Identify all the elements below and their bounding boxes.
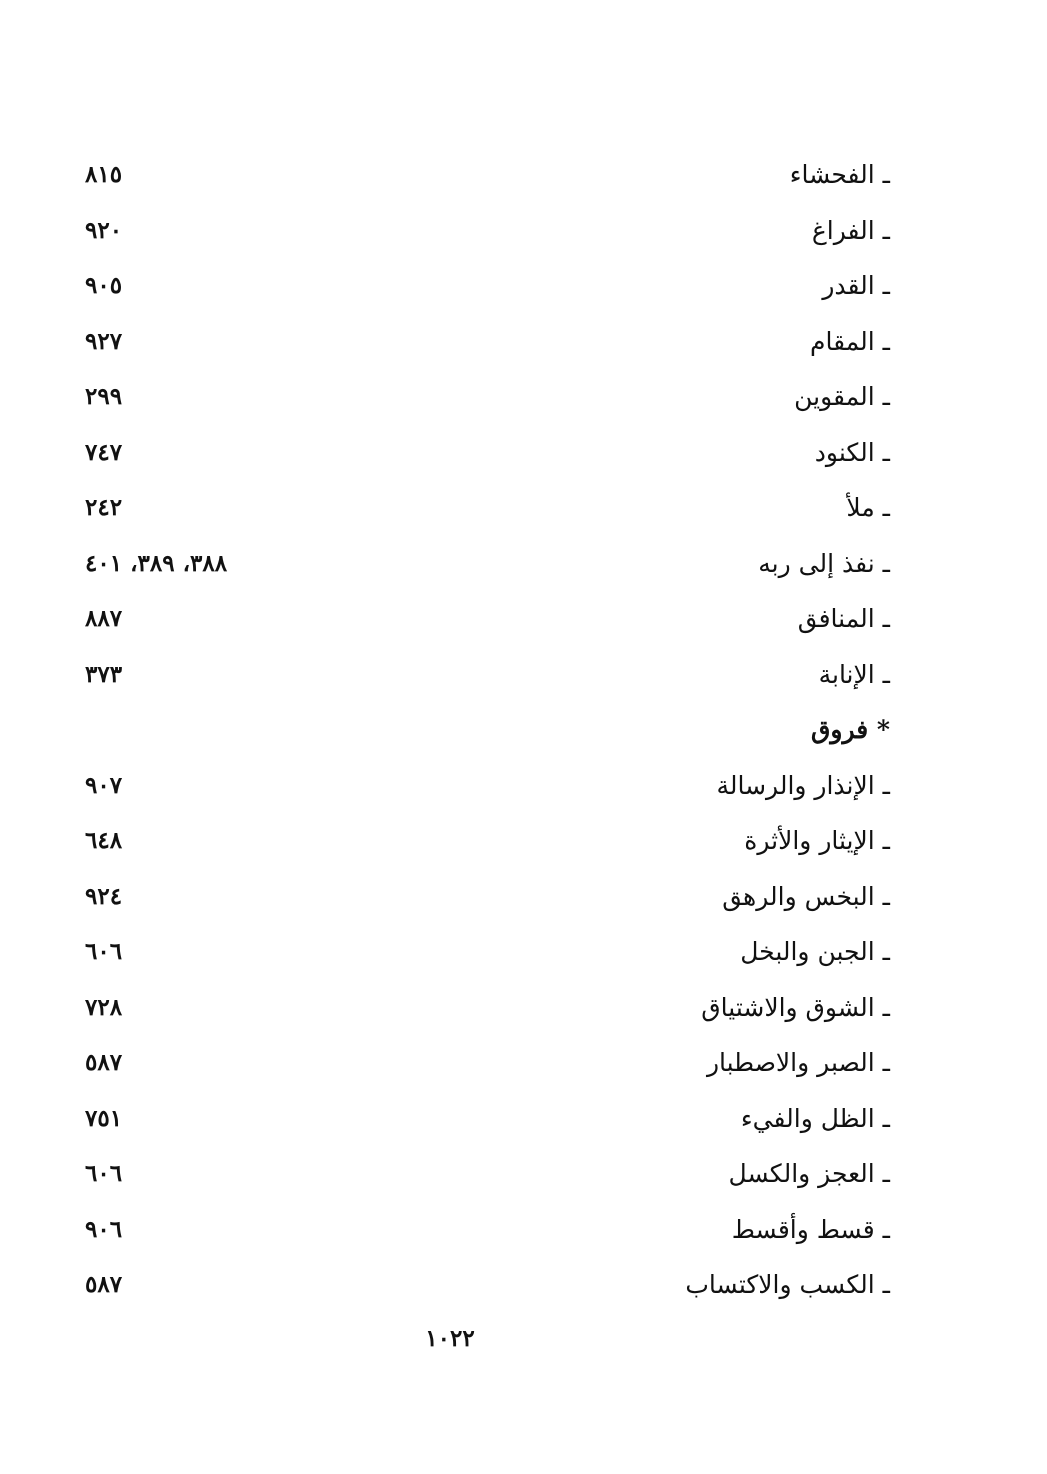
index-entry [85, 428, 890, 484]
index-entry [85, 1260, 890, 1316]
index-entry [85, 372, 890, 428]
index-entry [85, 150, 890, 206]
index-page-refs: ٩٢٧ [85, 327, 123, 355]
index-term: ـ الإيثار والأثرة [744, 826, 890, 855]
index-page-refs: ٩٢٤ [85, 882, 123, 910]
index-term: ـ الإنذار والرسالة [716, 770, 890, 800]
index-term: ـ القدر [822, 271, 890, 300]
index-term: ـ الإنابة [818, 659, 890, 689]
index-page-refs: ٩٢٠ [85, 216, 123, 244]
index-entry [85, 483, 890, 539]
index-page-refs: ٨١٥ [85, 161, 123, 188]
index-term: ـ الكسب والاكتساب [685, 1270, 890, 1299]
index-page-refs: ٦٤٨ [85, 827, 123, 854]
index-term: ـ ملأ [846, 493, 890, 522]
index-page-refs: ٩٠٧ [85, 771, 123, 799]
index-term: ـ الجبن والبخل [740, 937, 890, 966]
index-term: ـ المنافق [797, 604, 890, 633]
index-entry [85, 539, 890, 595]
index-page-refs: ٢٩٩ [85, 383, 123, 410]
index-entry [85, 1038, 890, 1094]
index-entry [85, 1094, 890, 1150]
index-term: ـ الفحشاء [789, 160, 890, 189]
index-entry [85, 317, 890, 373]
index-page-refs: ٩٠٥ [85, 272, 123, 299]
index-term: ـ الشوق والاشتياق [701, 992, 890, 1022]
index-term: ـ قسط وأقسط [731, 1214, 890, 1244]
index-page-refs: ٥٨٧ [85, 1271, 123, 1298]
section-heading-text: * فروق [811, 715, 890, 744]
index-entry [85, 206, 890, 262]
index-entry [85, 816, 890, 872]
index-entry [85, 1149, 890, 1205]
index-page-refs: ٩٠٦ [85, 1215, 123, 1243]
index-entry [85, 761, 890, 817]
index-page-refs: ٥٨٧ [85, 1049, 123, 1076]
index-page-refs: ٢٤٢ [85, 494, 123, 521]
index-page-refs: ٨٨٧ [85, 605, 123, 632]
index-term: ـ المقوين [794, 382, 890, 411]
index-term: ـ نفذ إلى ربه [758, 548, 890, 578]
index-term: ـ العجز والكسل [728, 1159, 890, 1188]
index-entry [85, 927, 890, 983]
index-term: ـ المقام [809, 326, 890, 356]
index-entry [85, 594, 890, 650]
index-page-refs: ٦٠٦ [85, 1160, 123, 1187]
index-term: ـ الفراغ [811, 215, 890, 245]
index-entry [85, 1205, 890, 1261]
index-term: ـ الظل والفيء [740, 1103, 890, 1133]
index-page-refs: ٦٠٦ [85, 938, 123, 965]
index-page-refs: ٧٤٧ [85, 438, 123, 466]
index-page-refs: ٣٨٨، ٣٨٩، ٤٠١ [85, 549, 228, 577]
index-entry [85, 650, 890, 706]
index-page-refs: ٧٢٨ [85, 993, 123, 1021]
index-entry [85, 261, 890, 317]
index-term: ـ البخس والرهق [722, 881, 890, 911]
index-entry [85, 983, 890, 1039]
subject-index-list [85, 150, 890, 1316]
index-term: ـ الكنود [814, 437, 890, 467]
index-page-refs: ٧٥١ [85, 1104, 123, 1132]
index-term: ـ الصبر والاصطبار [706, 1048, 890, 1077]
index-page-refs: ٣٧٣ [85, 660, 123, 688]
index-section-heading [85, 705, 890, 761]
page-number: ١٠٢٢ [425, 1325, 475, 1352]
index-entry [85, 872, 890, 928]
